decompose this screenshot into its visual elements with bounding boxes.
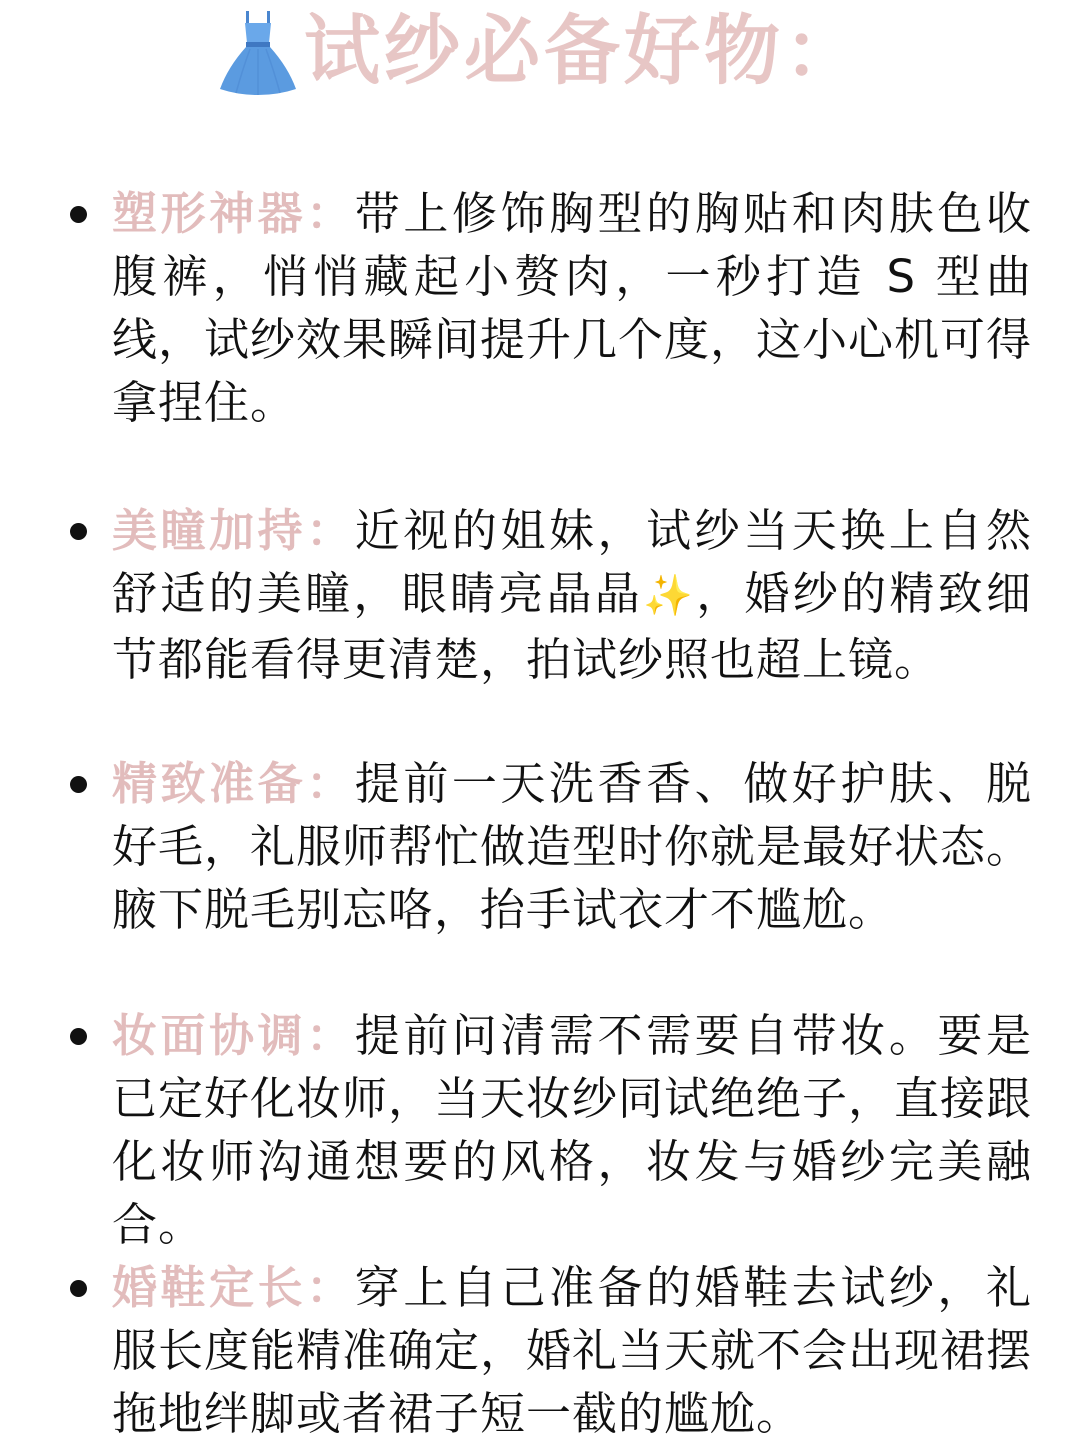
item-label: 婚鞋定长： — [112, 1261, 355, 1314]
item-body: 提前问清需不需要自带妆。要是已定好化妆师，当天妆纱同试绝绝子，直接跟化妆师沟通想要的风格，妆发与婚纱完美融合。 — [112, 1009, 1033, 1251]
bullet-icon — [70, 523, 87, 540]
bullet-icon — [70, 776, 87, 793]
item-label: 精致准备： — [112, 757, 355, 810]
item-body: 带上修饰胸型的胸贴和肉肤色收腹裤，悄悄藏起小赘肉，一秒打造 S 型曲线，试纱效果瞬间提升几个度，这小心机可得拿捏住。 — [112, 187, 1033, 429]
item-label: 妆面协调： — [112, 1009, 355, 1062]
bullet-icon — [70, 206, 87, 223]
item-text — [112, 752, 1032, 941]
dress-icon — [216, 7, 300, 97]
header — [0, 0, 1080, 110]
item-body: 提前一天洗香香、做好护肤、脱好毛，礼服师帮忙做造型时你就是最好状态。腋下脱毛别忘咯，抬手试衣才不尴尬。 — [112, 757, 1033, 936]
item-body: 穿上自己准备的婚鞋去试纱，礼服长度能精准确定，婚礼当天就不会出现裙摆拖地绊脚或者裙子短一截的尴尬。 — [112, 1261, 1033, 1440]
item-label: 美瞳加持： — [112, 504, 355, 557]
page-title: 试纱必备好物： — [304, 6, 864, 95]
item-text — [112, 182, 1032, 434]
item-text — [112, 1004, 1032, 1256]
item-body-after: ，婚纱的精致细节都能看得更清楚，拍试纱照也超上镜。 — [112, 567, 1032, 686]
sparkle-icon: ✨ — [643, 573, 694, 619]
item-text — [112, 499, 1032, 691]
item-body-before: 近视的姐妹，试纱当天换上自然舒适的美瞳，眼睛亮晶晶 — [112, 504, 1032, 620]
item-text — [112, 1256, 1032, 1445]
bullet-icon — [70, 1280, 87, 1297]
item-label: 塑形神器： — [112, 187, 355, 240]
bullet-icon — [70, 1028, 87, 1045]
